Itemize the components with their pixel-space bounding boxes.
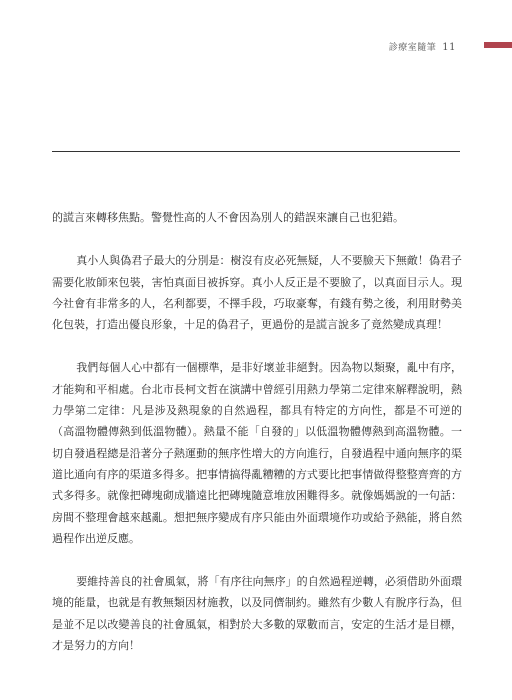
paragraph: 我們每個人心中都有一個標準，是非好壞並非絕對。因為物以類聚，亂中有序，才能夠和平相處。台北市長柯文哲在演講中曾經引用熱力學第二定律來解釋說明，熱力學第二定律：凡是涉及熱現象的自然過程，都具有特定的方向性，都是不可逆的（高溫物體傳熱到低溫物體）。熱量不能「自發的」以低溫物體傳熱到高溫物體。一切自發過程總是沿著分子熱運動的無序性增大的方向進行，自發過程中通向無序的渠道比通向有序的渠道多得多。把事情搞得亂糟糟的方式要比把事情做得整整齊齊的方式多得多。就像把磚塊砌成牆遠比把磚塊隨意堆放困難得多。就像媽媽說的一句話：房間不整理會越來越亂。想把無序變成有序只能由外面環境作功或給予熱能，將自然過程作出逆反應。 xyxy=(52,361,462,545)
paragraph-gap xyxy=(52,228,462,250)
paragraph: 要維持善良的社會風氣，將「有序往向無序」的自然過程逆轉，必須借助外面環境的能量，也就是有教無類因材施教，以及同儕制約。雖然有少數人有脫序行為，但是並不足以改變善良的社會風氣，相對於大多數的眾數而言，安定的生活才是目標，才是努力的方向！ xyxy=(52,575,462,653)
paragraph: 真小人與偽君子最大的分別是：樹沒有皮必死無疑，人不要臉天下無敵！偽君子需要化妝師來包裝，害怕真面目被拆穿。真小人反正是不要臉了，以真面目示人。現今社會有非常多的人，名利都要，不擇手段，巧取豪奪，有錢有勢之後，利用財勢美化包裝，打造出優良形象，十足的偽君子，更過份的是謊言說多了竟然變成真理！ xyxy=(52,254,462,332)
body-text xyxy=(52,207,462,656)
running-head xyxy=(389,40,456,53)
paragraph: 的謊言來轉移焦點。警覺性高的人不會因為別人的錯誤來讓自己也犯錯。 xyxy=(52,211,404,224)
running-title: 診療室隨筆 xyxy=(388,43,437,53)
paragraph-gap xyxy=(52,335,462,357)
divider-rule xyxy=(52,151,460,152)
header-accent-bar xyxy=(484,42,512,48)
page-number: 11 xyxy=(442,42,456,53)
paragraph-gap xyxy=(52,549,462,571)
page-header xyxy=(312,40,512,54)
